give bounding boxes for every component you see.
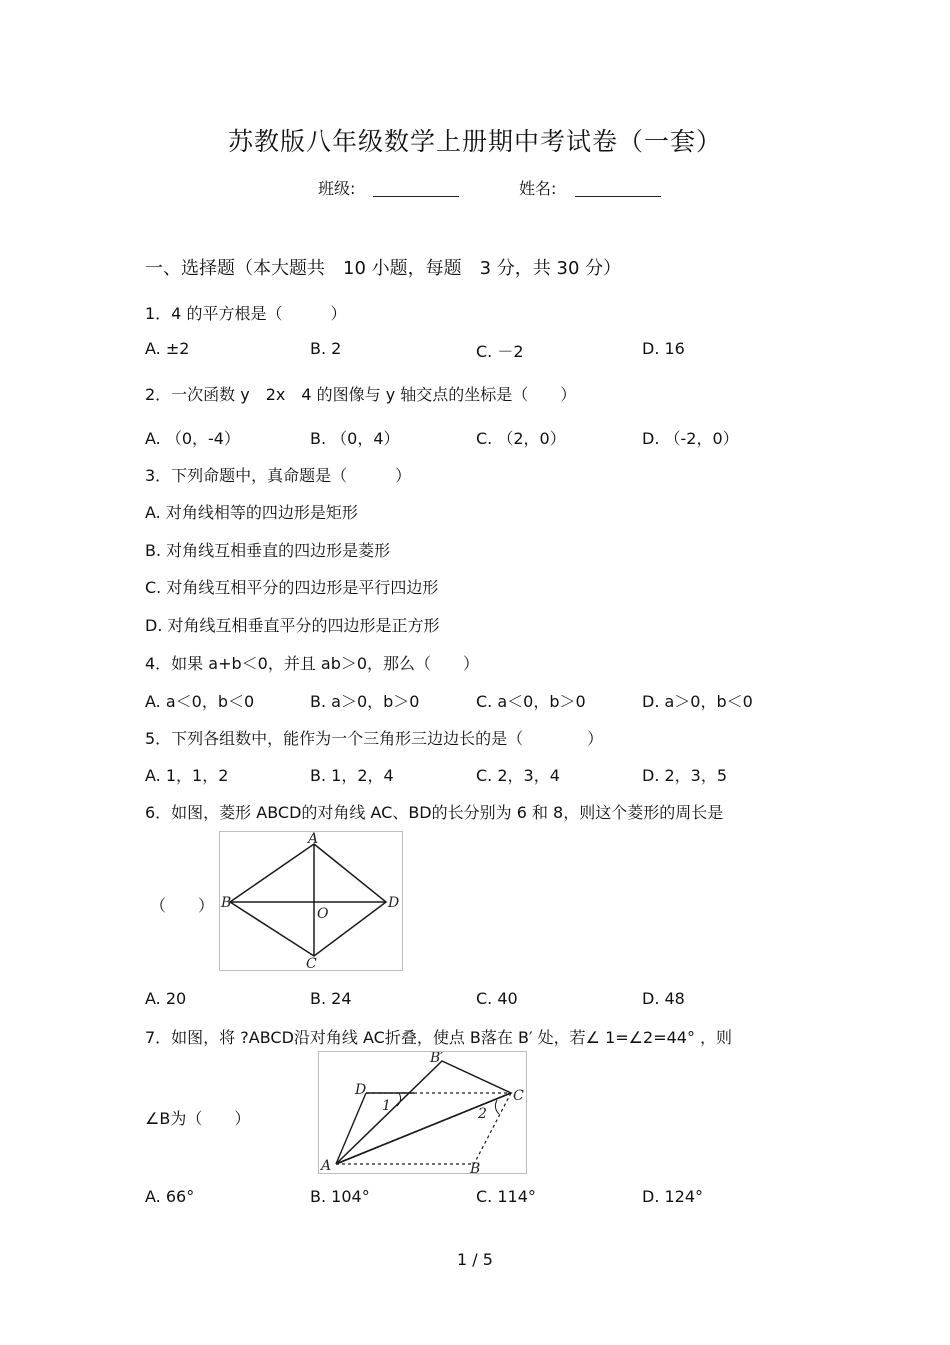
question-3-option-c: C. 对角线互相平分的四边形是平行四边形: [145, 578, 439, 597]
label-angle-1: 1: [382, 1098, 391, 1114]
question-5-option-b: B. 1，2，4: [310, 766, 394, 785]
question-2-option-b: B. （0，4）: [310, 429, 400, 448]
question-2-stem: 2．一次函数 y 2x 4 的图像与 y 轴交点的坐标是（ ）: [145, 385, 577, 404]
question-4-option-d: D. a＞0，b＜0: [642, 692, 753, 711]
question-1-option-a: A. ±2: [145, 339, 190, 358]
class-label: 班级:: [318, 179, 356, 198]
label-c: C: [306, 956, 317, 970]
rhombus-outline: [230, 844, 386, 956]
rhombus-figure: [219, 831, 403, 971]
question-6-option-b: B. 24: [310, 989, 352, 1008]
question-7-option-d: D. 124°: [642, 1187, 704, 1206]
question-1-option-b: B. 2: [310, 339, 342, 358]
question-3-stem: 3．下列命题中，真命题是（ ）: [145, 466, 412, 485]
segment-cb: [474, 1093, 511, 1164]
section-heading: 一、选择题（本大题共 10 小题，每题 3 分，共 30 分）: [145, 258, 622, 279]
page-number: 1 / 5: [457, 1250, 493, 1269]
question-7-option-a: A. 66°: [145, 1187, 195, 1206]
question-5-option-a: A. 1，1，2: [145, 766, 229, 785]
question-7-stem: 7．如图，将 ?ABCD沿对角线 AC折叠，使点 B落在 B′ 处，若∠ 1=∠2=44° ，则: [145, 1028, 733, 1047]
label-b: B: [221, 895, 232, 911]
question-6-option-c: C. 40: [476, 989, 518, 1008]
question-1-option-c: C. －2: [476, 342, 524, 361]
label-angle-2: 2: [478, 1106, 487, 1122]
parallelogram-fold-figure: [318, 1051, 527, 1174]
question-4-option-a: A. a＜0，b＜0: [145, 692, 255, 711]
question-5-stem: 5．下列各组数中，能作为一个三角形三边边长的是（ ）: [145, 729, 604, 748]
question-5-option-c: C. 2，3，4: [476, 766, 560, 785]
label-a: A: [308, 832, 319, 847]
question-6-option-a: A. 20: [145, 989, 187, 1008]
question-7-continuation: ∠B为（ ）: [145, 1109, 251, 1128]
name-label: 姓名:: [519, 179, 557, 198]
label-d: D: [355, 1082, 367, 1098]
question-2-option-a: A. （0，-4）: [145, 429, 240, 448]
question-3-option-d: D. 对角线互相垂直平分的四边形是正方形: [145, 616, 440, 635]
question-6-option-d: D. 48: [642, 989, 685, 1008]
question-4-option-c: C. a＜0，b＞0: [476, 692, 586, 711]
question-3-option-a: A. 对角线相等的四边形是矩形: [145, 503, 358, 522]
label-b: B: [470, 1161, 481, 1173]
label-b-prime: B′: [430, 1052, 444, 1066]
question-6-stem: 6．如图，菱形 ABCD的对角线 AC、BD的长分别为 6 和 8，则这个菱形的周长是: [145, 803, 724, 822]
question-1-option-d: D. 16: [642, 339, 685, 358]
question-7-option-c: C. 114°: [476, 1187, 536, 1206]
question-2-option-c: C. （2，0）: [476, 429, 566, 448]
question-3-option-b: B. 对角线互相垂直的四边形是菱形: [145, 541, 391, 560]
question-4-option-b: B. a＞0，b＞0: [310, 692, 420, 711]
class-blank: [373, 196, 459, 197]
angle-2-arc: [495, 1100, 499, 1114]
label-c: C: [513, 1088, 524, 1104]
question-5-option-d: D. 2，3，5: [642, 766, 728, 785]
question-1-stem: 1．4 的平方根是（ ）: [145, 304, 347, 323]
question-2-option-d: D. （-2，0）: [642, 429, 739, 448]
label-a: A: [321, 1158, 332, 1173]
label-o: O: [317, 906, 329, 922]
question-7-option-b: B. 104°: [310, 1187, 370, 1206]
question-4-stem: 4．如果 a+b＜0，并且 ab＞0，那么（ ）: [145, 654, 480, 673]
page-title: 苏教版八年级数学上册期中考试卷（一套）: [227, 127, 722, 156]
question-6-answer-bracket: （ ）: [150, 896, 215, 915]
label-d: D: [388, 895, 400, 911]
name-blank: [575, 196, 661, 197]
